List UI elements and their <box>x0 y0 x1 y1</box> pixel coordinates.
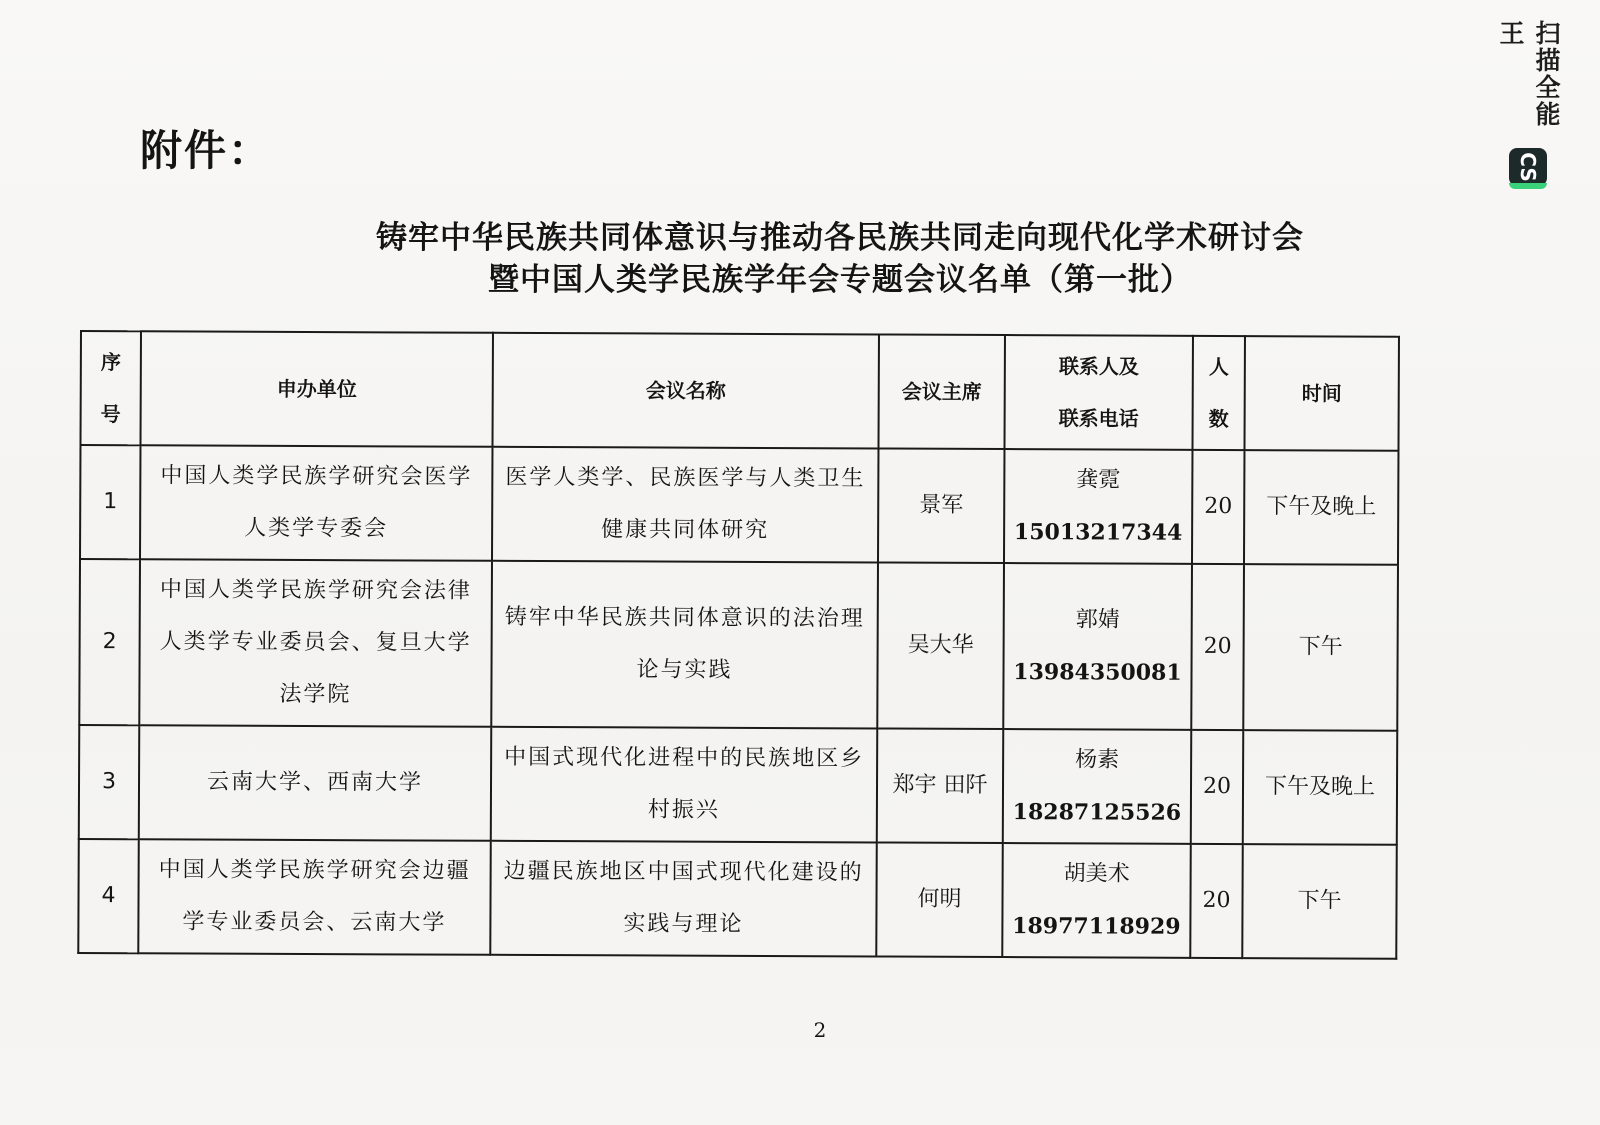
contact-name: 郭婧 <box>1075 607 1120 633</box>
header-count-line2: 数 <box>1208 406 1229 432</box>
cell-organizer: 中国人类学民族学研究会法律人类学专业委员会、复旦大学法学院 <box>139 559 492 727</box>
cell-time: 下午及晚上 <box>1243 730 1397 845</box>
cell-seq: 3 <box>79 725 139 839</box>
contact-phone: 13984350081 <box>1013 659 1182 686</box>
cell-contact <box>1002 843 1190 958</box>
cell-count: 20 <box>1191 564 1244 730</box>
contact-name: 胡美术 <box>1063 861 1130 887</box>
header-seq-line2: 号 <box>100 402 121 427</box>
cell-contact <box>1004 449 1192 564</box>
table-header-row <box>80 331 1398 451</box>
header-organizer: 申办单位 <box>140 331 492 447</box>
cell-contact <box>1003 729 1191 844</box>
header-contact-line2: 联系电话 <box>1058 406 1139 431</box>
contact-phone: 18287125526 <box>1012 799 1182 826</box>
attachment-label: 附件： <box>140 126 273 175</box>
meeting-list-table <box>77 330 1400 960</box>
header-time: 时间 <box>1244 336 1398 451</box>
table-row <box>79 725 1397 845</box>
table-row <box>80 445 1398 565</box>
cell-seq: 2 <box>79 559 140 725</box>
header-count <box>1192 336 1244 450</box>
header-contact-line1: 联系人及 <box>1058 354 1139 379</box>
cell-chair: 何明 <box>876 842 1002 957</box>
cell-seq: 1 <box>80 445 140 559</box>
cell-seq: 4 <box>78 839 138 953</box>
cell-organizer: 中国人类学民族学研究会边疆学专业委员会、云南大学 <box>138 839 490 955</box>
cell-count: 20 <box>1190 844 1242 958</box>
table-row <box>78 839 1396 959</box>
cell-meeting-name: 中国式现代化进程中的民族地区乡村振兴 <box>491 727 877 843</box>
header-chair: 会议主席 <box>878 334 1004 449</box>
document-title-line2: 暨中国人类学民族学年会专题会议名单（第一批） <box>488 262 1192 298</box>
header-count-line1: 人 <box>1208 354 1229 380</box>
contact-phone: 18977118929 <box>1012 913 1181 940</box>
document-title-line1: 铸牢中华民族共同体意识与推动各民族共同走向现代化学术研讨会 <box>376 220 1304 256</box>
cell-chair: 吴大华 <box>877 562 1004 729</box>
header-meeting-name: 会议名称 <box>492 333 878 449</box>
cell-time: 下午 <box>1242 844 1396 959</box>
contact-phone: 15013217344 <box>1013 519 1183 546</box>
header-seq <box>80 331 140 445</box>
scanner-app-name: 扫描全能王 <box>1496 20 1561 128</box>
page-number: 2 <box>813 1018 827 1042</box>
cell-chair: 景军 <box>878 448 1004 563</box>
scanner-watermark <box>1496 20 1561 190</box>
header-seq-line1: 序 <box>100 350 121 375</box>
cell-chair: 郑宇 田阡 <box>877 728 1003 843</box>
cs-logo-icon: CS <box>1509 148 1547 186</box>
cell-time: 下午及晚上 <box>1244 450 1398 565</box>
cell-organizer: 中国人类学民族学研究会医学人类学专委会 <box>140 445 492 561</box>
cell-meeting-name: 铸牢中华民族共同体意识的法治理论与实践 <box>491 561 878 729</box>
cell-time: 下午 <box>1243 564 1398 731</box>
header-contact <box>1004 335 1192 450</box>
contact-name: 龚霓 <box>1076 467 1121 493</box>
cell-organizer: 云南大学、西南大学 <box>139 725 491 841</box>
cell-count: 20 <box>1191 730 1243 844</box>
contact-name: 杨素 <box>1075 747 1120 773</box>
table-row <box>79 559 1398 731</box>
cell-count: 20 <box>1192 450 1244 564</box>
cell-contact <box>1003 563 1192 730</box>
cell-meeting-name: 医学人类学、民族医学与人类卫生健康共同体研究 <box>492 447 878 563</box>
cell-meeting-name: 边疆民族地区中国式现代化建设的实践与理论 <box>490 841 876 957</box>
